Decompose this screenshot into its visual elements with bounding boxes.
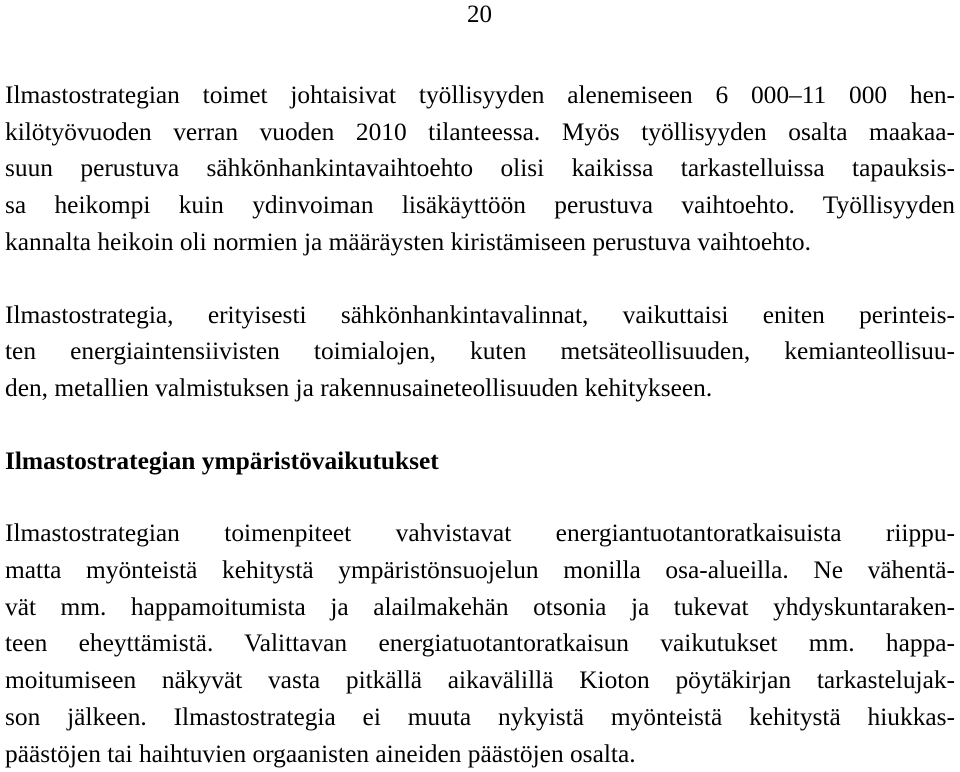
text-line: kilötyövuoden verran vuoden 2010 tilanteessa. Myös työllisyyden osalta maakaa- xyxy=(5,117,955,146)
page-number: 20 xyxy=(467,1,492,28)
text-line: matta myönteistä kehitystä ympäristönsuojelun monilla osa-alueilla. Ne vähentä- xyxy=(5,556,955,585)
paragraph-spacer xyxy=(5,261,955,297)
text-line: sa heikompi kuin ydinvoiman lisäkäyttöön perustuva vaihtoehto. Työllisyyden xyxy=(5,191,955,220)
text-line: Ilmastostrategia, erityisesti sähkönhankintavalinnat, vaikuttaisi eniten perinteis- xyxy=(5,300,955,329)
text-line: Ilmastostrategian toimenpiteet vahvistavat energiantuotantoratkaisuista riippu- xyxy=(5,519,955,548)
text-line: vät mm. happamoitumista ja alailmakehän otsonia ja tukevat yhdyskuntaraken- xyxy=(5,592,955,621)
text-line: son jälkeen. Ilmastostrategia ei muuta nykyistä myönteistä kehitystä hiukkas- xyxy=(5,702,955,731)
paragraph-spacer xyxy=(5,479,955,515)
paragraph-spacer xyxy=(5,407,955,443)
text-line: Ilmastostrategian toimet johtaisivat työllisyyden alenemiseen 6 000–11 000 hen- xyxy=(5,81,955,109)
text-line: ten energiaintensiivisten toimialojen, kuten metsäteollisuuden, kemianteollisuu- xyxy=(5,337,955,366)
section-heading: Ilmastostrategian ympäristövaikutukset xyxy=(5,446,439,475)
text-line: moitumiseen näkyvät vasta pitkällä aikavälillä Kioton pöytäkirjan tarkastelujak- xyxy=(5,666,955,695)
text-line: den, metallien valmistuksen ja rakennusaineteollisuuden kehitykseen. xyxy=(5,373,713,402)
text-line: teen eheyttämistä. Valittavan energiatuotantoratkaisun vaikutukset mm. happa- xyxy=(5,629,955,658)
paragraph-employment xyxy=(5,77,955,261)
document-body xyxy=(5,77,955,772)
text-line: päästöjen tai haihtuvien orgaanisten aineiden päästöjen osalta. xyxy=(5,739,636,768)
text-line: kannalta heikoin oli normien ja määräysten kiristämiseen perustuva vaihtoehto. xyxy=(5,227,811,256)
paragraph-environment xyxy=(5,515,955,772)
text-line: suun perustuva sähkönhankintavaihtoehto olisi kaikissa tarkastelluissa tapauksis- xyxy=(5,154,955,183)
paragraph-industries xyxy=(5,297,955,407)
